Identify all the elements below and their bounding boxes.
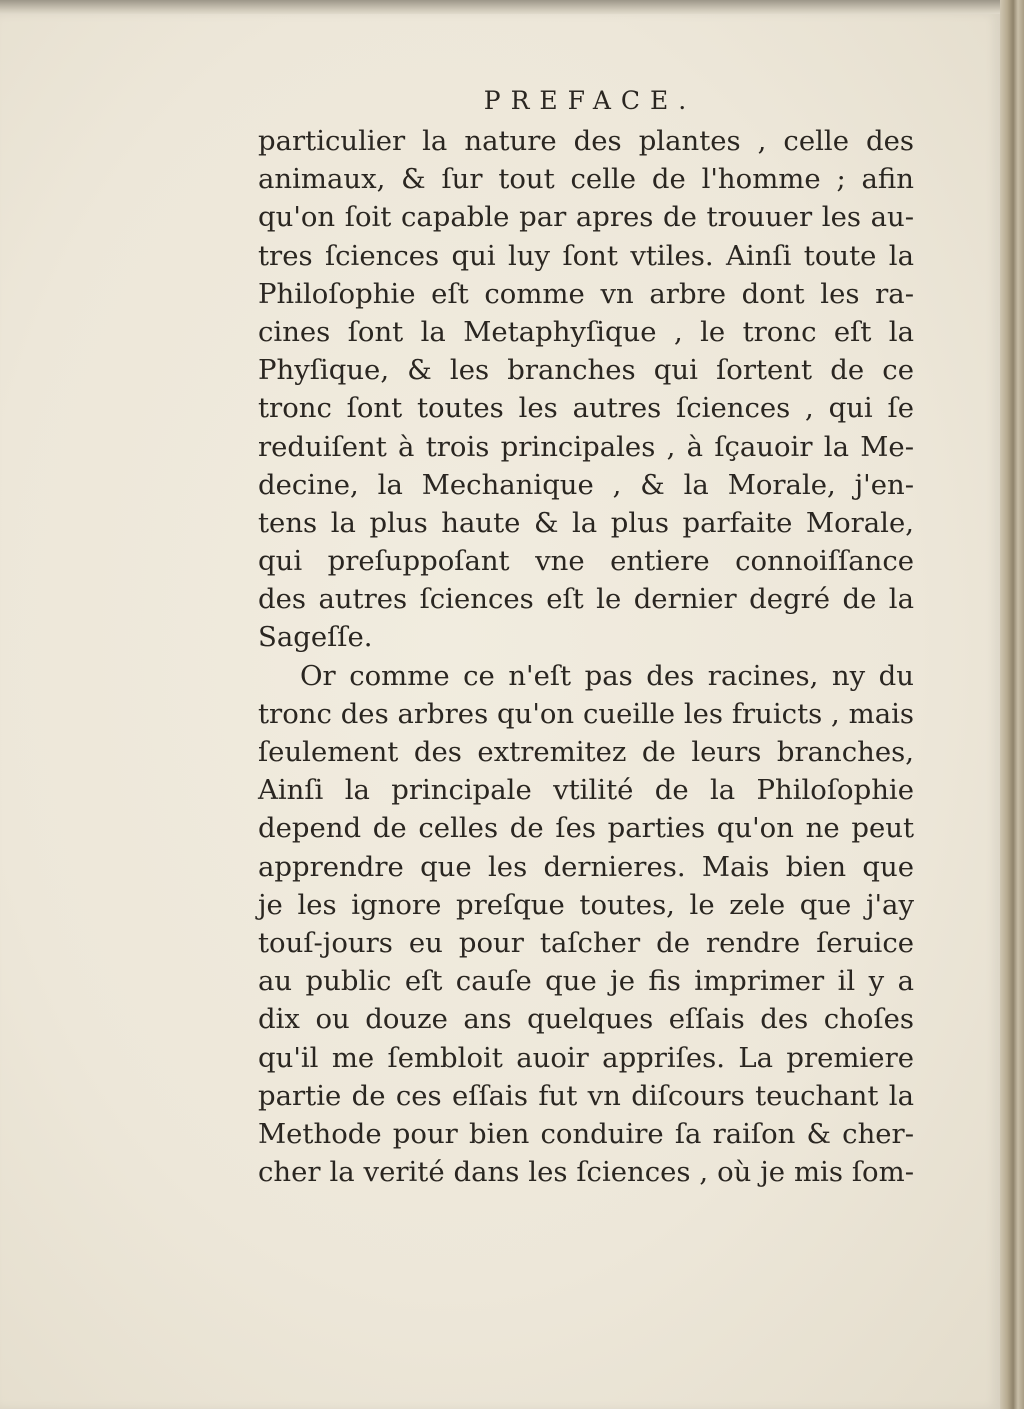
- text-line: tronc des arbres qu'on cueille les fruicts , mais: [258, 697, 914, 730]
- text-block: [258, 82, 914, 1191]
- text-line: Methode pour bien conduire ſa raiſon & cher-: [258, 1117, 914, 1150]
- text-line: Ainſi la principale vtilité de la Philoſophie: [258, 774, 914, 807]
- text-line: qui preſuppoſant vne entiere connoiſſance: [258, 545, 914, 578]
- text-line: des autres ſciences eſt le dernier degré de la: [258, 583, 914, 616]
- text-line: cher la verité dans les ſciences , où je mis ſom-: [258, 1156, 914, 1189]
- text-line: particulier la nature des plantes , celle des: [258, 125, 914, 157]
- text-line: cines ſont la Metaphyſique , le tronc eſt la: [258, 315, 914, 348]
- text-line: partie de ces eſſais fut vn diſcours teuchant la: [258, 1079, 914, 1112]
- text-line: Phyſique, & les branches qui ſortent de ce: [258, 354, 914, 387]
- text-line: decine, la Mechanique , & la Morale, j'en-: [258, 468, 914, 501]
- text-line: Or comme ce n'eſt pas des racines, ny du: [300, 659, 914, 692]
- text-line: touſ-jours eu pour taſcher de rendre ſeruice: [258, 926, 914, 959]
- text-line: Philoſophie eſt comme vn arbre dont les ra-: [258, 277, 914, 310]
- text-line: au public eſt cauſe que je fis imprimer il y a: [258, 965, 914, 998]
- text-line: tres ſciences qui luy ſont vtiles. Ainſi toute la: [258, 239, 914, 272]
- text-line: tronc ſont toutes les autres ſciences , qui ſe: [258, 392, 914, 425]
- text-line: je les ignore preſque toutes, le zele que j'ay: [258, 888, 914, 921]
- text-line: tens la plus haute & la plus parfaite Morale,: [258, 506, 914, 539]
- text-line: qu'il me ſembloit auoir appriſes. La premiere: [258, 1041, 914, 1074]
- book-binding-edge: [1000, 0, 1024, 1409]
- text-line: animaux, & ſur tout celle de l'homme ; afin: [258, 163, 914, 196]
- body-text: [258, 122, 914, 1191]
- text-line: qu'on ſoit capable par apres de trouuer les au-: [258, 201, 914, 234]
- text-line: apprendre que les dernieres. Mais bien que: [258, 850, 914, 883]
- text-line: Sageſſe.: [258, 621, 373, 654]
- text-line: reduiſent à trois principales , à ſçauoir la Me-: [258, 430, 914, 463]
- running-head: PREFACE.: [483, 86, 697, 115]
- text-line: dix ou douze ans quelques eſſais des choſes: [258, 1003, 914, 1036]
- text-line: ſeulement des extremitez de leurs branches,: [258, 736, 914, 768]
- text-line: depend de celles de ſes parties qu'on ne peut: [258, 812, 914, 845]
